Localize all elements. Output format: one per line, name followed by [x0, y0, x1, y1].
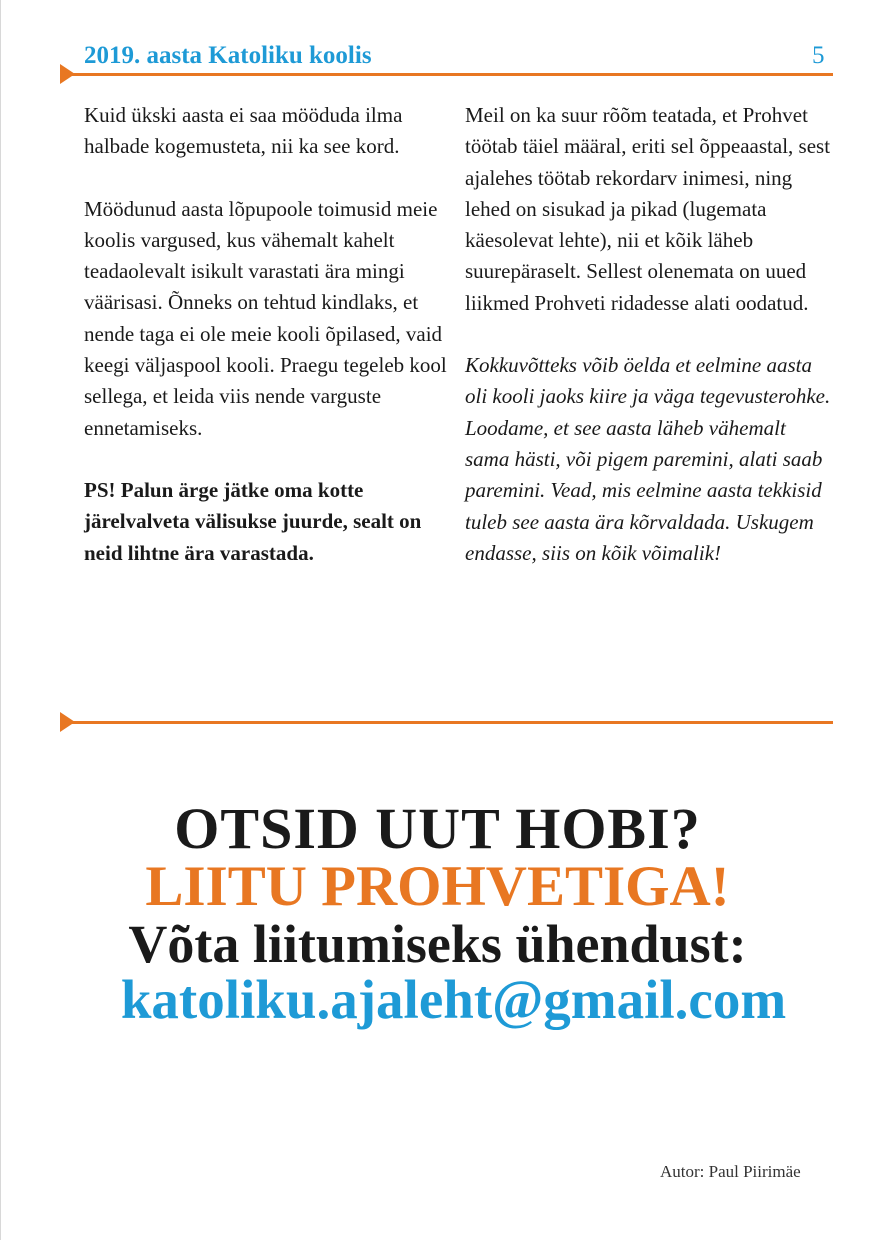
page-edge: [0, 0, 1, 1240]
recruitment-promo: [0, 796, 875, 1030]
ps-note: PS! Palun ärge jätke oma kotte järelvalveta välisukse juurde, sealt on neid lihtne ära varastada.: [84, 477, 422, 565]
article-right-column: [465, 100, 835, 569]
right-paragraph-1: Meil on ka suur rõõm teatada, et Prohvet töötab täiel määral, eriti sel õppeaastal, sest ajalehes töötab rekordarv inimesi, ning lehed on sisukad ja pikad (lugemata käesolevat lehte), nii et kõik läheb suurepäraselt. Sellest olenemata on uued liikmed Prohveti ridadesse alati oodatud.: [465, 103, 831, 315]
left-paragraph-1: Kuid ükski aasta ei saa mööduda ilma halbade kogemusteta, nii ka see kord.: [84, 103, 403, 159]
author-credit: Autor: Paul Piirimäe: [660, 1162, 801, 1181]
summary-paragraph: Kokkuvõtteks võib öelda et eelmine aasta oli kooli jaoks kiire ja väga tegevusterohke. Loodame, et see aasta läheb vähemalt sama hästi, või pigem paremini, alati saab paremini. Vead, mis eelmine aasta tekkisid tuleb see aasta ära kõrvaldada. Uskugem endasse, siis on kõik võimalik!: [465, 353, 831, 565]
promo-call-to-action: LIITU PROHVETIGA!: [145, 855, 730, 918]
header-divider: [60, 73, 833, 76]
promo-contact-text: Võta liitumiseks ühendust:: [128, 914, 747, 974]
article-left-column: [84, 100, 454, 569]
page-number: 5: [812, 42, 825, 69]
contact-email-link[interactable]: katoliku.ajaleht@gmail.com: [120, 969, 787, 1030]
left-paragraph-2: Möödunud aasta lõpupoole toimusid meie koolis vargused, kus vähemalt kahelt teadaolevalt isikult varastati ära mingi väärisasi. Õnneks on tehtud kindlaks, et nende taga ei ole meie kooli õpilased, vaid keegi väljaspool kooli. Praegu tegeleb kool sellega, et leida viis nende varguste ennetamiseks.: [84, 196, 447, 440]
promo-headline: OTSID UUT HOBI?: [174, 796, 701, 861]
running-header-title: 2019. aasta Katoliku koolis: [84, 42, 372, 69]
section-divider: [60, 721, 833, 724]
